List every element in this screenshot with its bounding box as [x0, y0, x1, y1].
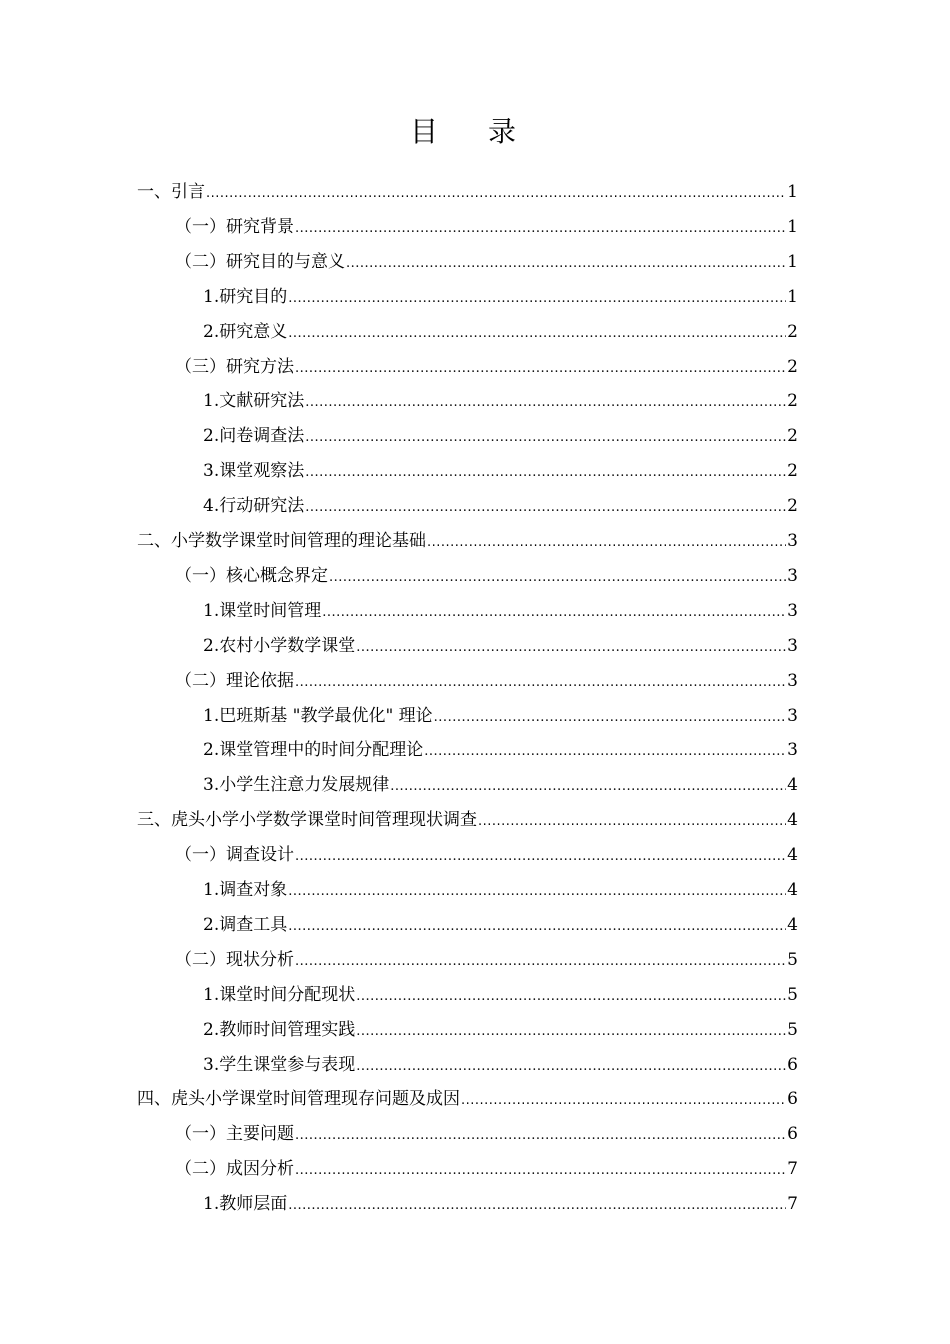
toc-entry-label: 一、引言	[137, 182, 205, 202]
toc-page-number: 3	[787, 531, 798, 551]
toc-entry[interactable]	[137, 1082, 798, 1117]
toc-entry-label: （二）理论依据	[175, 670, 294, 691]
toc-entry-label: 1.巴班斯基 "教学最优化" 理论	[203, 705, 433, 726]
toc-entry-label: 3.学生课堂参与表现	[203, 1054, 356, 1075]
toc-entry-label: 2.课堂管理中的时间分配理论	[203, 740, 424, 761]
toc-page-number: 4	[787, 810, 798, 831]
toc-entry-label: 2.问卷调查法	[203, 426, 305, 447]
toc-entry-label: （一）核心概念界定	[175, 565, 328, 586]
toc-entry-label: 1.课堂时间分配现状	[203, 984, 356, 1005]
toc-entry[interactable]	[175, 943, 798, 978]
toc-page-number: 4	[787, 880, 798, 900]
toc-dot-leader	[295, 1153, 786, 1188]
toc-entry-label: 4.行动研究法	[203, 496, 305, 517]
toc-dot-leader	[478, 804, 786, 839]
toc-dot-leader	[295, 665, 786, 700]
toc-entry[interactable]	[203, 489, 798, 524]
toc-entry-label: （二）研究目的与意义	[175, 251, 345, 272]
toc-page-number: 3	[787, 635, 798, 656]
toc-page-number: 3	[787, 565, 798, 586]
toc-dot-leader	[390, 769, 786, 804]
toc-entry-label: （一）主要问题	[175, 1124, 294, 1145]
toc-page-number: 1	[787, 251, 798, 272]
toc-dot-leader	[356, 1049, 786, 1084]
toc-entry[interactable]	[175, 664, 798, 699]
toc-dot-leader	[434, 700, 787, 735]
toc-dot-leader	[295, 944, 786, 979]
toc-dot-leader	[346, 246, 786, 281]
toc-entry[interactable]	[175, 210, 798, 245]
toc-page-number: 1	[787, 216, 798, 237]
toc-dot-leader	[288, 316, 786, 351]
toc-dot-leader	[295, 351, 786, 386]
toc-entry[interactable]	[175, 559, 798, 594]
toc-page-number: 6	[787, 1089, 798, 1110]
toc-dot-leader	[461, 1083, 786, 1118]
toc-page-number: 3	[787, 705, 798, 726]
toc-page-number: 3	[787, 670, 798, 691]
toc-dot-leader	[305, 490, 786, 525]
toc-page-number: 6	[787, 1054, 798, 1075]
toc-entry[interactable]	[175, 1152, 798, 1187]
toc-page-number: 4	[787, 914, 798, 935]
toc-entry-label: （二）现状分析	[175, 949, 294, 970]
toc-dot-leader	[305, 385, 786, 420]
toc-entry-label: （一）调查设计	[175, 845, 294, 866]
toc-page-number: 1	[787, 286, 798, 307]
toc-dot-leader	[427, 525, 786, 560]
toc-entry[interactable]	[203, 454, 798, 489]
toc-page-number: 5	[787, 1019, 798, 1040]
toc-entry-label: （一）研究背景	[175, 216, 294, 237]
toc-dot-leader	[288, 874, 786, 909]
toc-page-number: 2	[787, 356, 798, 377]
toc-entry[interactable]	[203, 629, 798, 664]
toc-dot-leader	[305, 420, 786, 455]
toc-entry-label: 1.教师层面	[203, 1194, 288, 1215]
toc-entry-label: 三、虎头小学小学数学课堂时间管理现状调查	[137, 810, 477, 831]
toc-entry-label: （二）成因分析	[175, 1159, 294, 1180]
toc-page-number: 1	[787, 182, 798, 202]
toc-page-number: 4	[787, 775, 798, 796]
toc-entry[interactable]	[203, 315, 798, 350]
toc-entry[interactable]	[203, 699, 798, 734]
toc-page-number: 2	[787, 461, 798, 482]
toc-entry-label: 四、虎头小学课堂时间管理现存问题及成因	[137, 1089, 460, 1110]
toc-dot-leader	[206, 176, 786, 211]
toc-entry[interactable]	[203, 1187, 798, 1222]
toc-entry-label: 2.调查工具	[203, 914, 288, 935]
toc-entry[interactable]	[137, 803, 798, 838]
toc-dot-leader	[288, 909, 786, 944]
toc-dot-leader	[329, 560, 786, 595]
toc-page-number: 5	[787, 949, 798, 970]
toc-entry-label: 3.小学生注意力发展规律	[203, 775, 390, 796]
toc-page-number: 7	[787, 1159, 798, 1180]
toc-entry[interactable]	[137, 524, 798, 559]
toc-entry[interactable]	[203, 280, 798, 315]
toc-entry-label: 二、小学数学课堂时间管理的理论基础	[137, 531, 426, 551]
toc-page-number: 3	[787, 740, 798, 761]
toc-entry[interactable]	[203, 1013, 798, 1048]
toc-title: 目录	[409, 115, 566, 148]
toc-page-number: 2	[787, 496, 798, 517]
toc-entry[interactable]	[203, 768, 798, 803]
toc-dot-leader	[356, 630, 786, 665]
toc-page-number: 5	[787, 984, 798, 1005]
toc-entry-label: 2.研究意义	[203, 321, 288, 342]
toc-entry[interactable]	[175, 350, 798, 385]
toc-entry[interactable]	[203, 594, 798, 629]
toc-entry[interactable]	[137, 175, 798, 210]
toc-dot-leader	[295, 839, 786, 874]
toc-page-number: 2	[787, 321, 798, 342]
toc-entry-label: 1.文献研究法	[203, 391, 305, 412]
toc-dot-leader	[356, 979, 786, 1014]
toc-dot-leader	[424, 734, 786, 769]
toc-dot-leader	[288, 281, 786, 316]
toc-entry[interactable]	[203, 1048, 798, 1083]
toc-dot-leader	[295, 1118, 786, 1153]
toc-entry[interactable]	[175, 838, 798, 873]
toc-page-number: 4	[787, 845, 798, 866]
toc-entry[interactable]	[203, 873, 798, 908]
toc-dot-leader	[322, 595, 786, 630]
toc-entry[interactable]	[203, 978, 798, 1013]
toc-page-number: 2	[787, 426, 798, 447]
toc-entry-label: 3.课堂观察法	[203, 461, 305, 482]
toc-entry[interactable]	[203, 419, 798, 454]
toc-page-number: 3	[787, 600, 798, 621]
toc-entry[interactable]	[175, 245, 798, 280]
toc-page-number: 6	[787, 1124, 798, 1145]
toc-entry-label: 2.农村小学数学课堂	[203, 635, 356, 656]
toc-entry[interactable]	[203, 908, 798, 943]
toc-entry[interactable]	[175, 1117, 798, 1152]
toc-page-number: 7	[787, 1194, 798, 1215]
toc-entry[interactable]	[203, 384, 798, 419]
toc-entry-label: 1.课堂时间管理	[203, 600, 322, 621]
toc-entry-label: 1.研究目的	[203, 286, 288, 307]
toc-dot-leader	[295, 211, 786, 246]
toc-entry-label: （三）研究方法	[175, 356, 294, 377]
toc-entry[interactable]	[203, 733, 798, 768]
toc-dot-leader	[356, 1014, 786, 1049]
toc-dot-leader	[305, 455, 786, 490]
toc-entry-label: 1.调查对象	[203, 880, 288, 900]
toc-page-number: 2	[787, 391, 798, 412]
toc-entry-label: 2.教师时间管理实践	[203, 1019, 356, 1040]
toc-dot-leader	[288, 1188, 786, 1223]
